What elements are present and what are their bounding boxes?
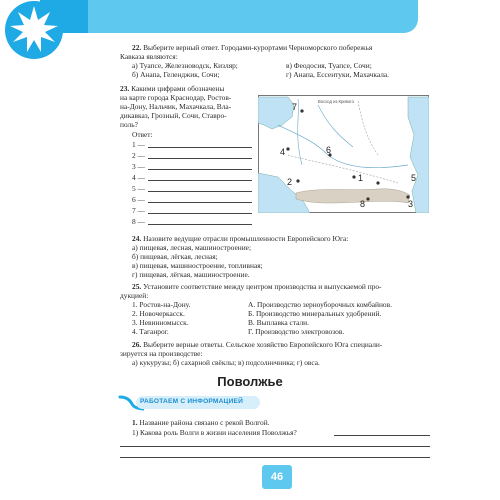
q25-right-d: Г. Производство электровозов.	[248, 327, 345, 336]
page-number: 46	[262, 465, 292, 489]
map-label-3: 3	[408, 199, 414, 209]
q22-text	[132, 43, 372, 52]
q25-right-c: В. Выплавка стали.	[248, 318, 309, 327]
q22-option-b: б) Анапа, Геленджик, Сочи;	[132, 70, 220, 79]
q23-answer-label: Ответ:	[132, 130, 153, 139]
map-label-8: 8	[360, 199, 366, 209]
q26-text2: зируется на производстве:	[120, 349, 203, 358]
q1-answer-line-2[interactable]	[120, 446, 430, 447]
answer-3-label: 3 —	[132, 162, 145, 171]
answer-5-line[interactable]	[148, 191, 252, 192]
q24-option-a: а) пищевая, лесная, машиностроение;	[132, 243, 251, 252]
q1-answer-line-1[interactable]	[334, 435, 430, 436]
q25-text	[132, 282, 382, 291]
map-label-2: 2	[287, 177, 293, 187]
q1-text	[132, 418, 270, 427]
q24-text	[132, 234, 348, 243]
q1-subquestion: 1) Какова роль Волги в жизни населения Поволжья?	[132, 428, 297, 437]
q22-option-c: в) Феодосия, Туапсе, Сочи;	[286, 61, 372, 70]
answer-3-line[interactable]	[148, 169, 252, 170]
q26-number: 26.	[132, 340, 142, 349]
q24-number: 24.	[132, 234, 142, 243]
answer-6-label: 6 —	[132, 195, 145, 204]
q25-number: 25.	[132, 282, 142, 291]
q25-left-3: 3. Невинномысск.	[132, 318, 189, 327]
map-caption: Восход из Кривого	[318, 99, 354, 104]
answer-2-line[interactable]	[148, 158, 252, 159]
q23-line-2: на карте города Краснодар, Ростов-	[120, 93, 232, 102]
q22-number: 22.	[132, 43, 142, 52]
answer-2-label: 2 —	[132, 151, 145, 160]
answer-4-line[interactable]	[148, 180, 252, 181]
q23-line-4: дикавказ, Грозный, Сочи, Ставро-	[120, 111, 227, 120]
q22-option-a: а) Туапсе, Железноводск, Кизляр;	[132, 61, 238, 70]
banner-label: РАБОТАЕМ С ИНФОРМАЦИЕЙ	[140, 398, 244, 405]
answer-8-line[interactable]	[148, 224, 252, 225]
answer-8-label: 8 —	[132, 217, 145, 226]
info-banner	[118, 394, 270, 412]
region-map	[258, 95, 429, 213]
map-label-5: 5	[411, 173, 417, 183]
q23-line-3: на-Дону, Нальчик, Махачкала, Вла-	[120, 102, 232, 111]
map-label-1: 1	[358, 173, 364, 183]
answer-7-line[interactable]	[148, 213, 252, 214]
q24-option-c: в) пищевая, машиностроение, топливная;	[132, 261, 263, 270]
q22-option-d: г) Анапа, Ессентуки, Махачкала.	[286, 70, 390, 79]
header-band	[0, 0, 500, 40]
q26-question: Выберите верные ответы. Сельское хозяйство Европейского Юга специали-	[143, 340, 383, 349]
q25-left-4: 4. Таганрог.	[132, 327, 169, 336]
answer-1-label: 1 —	[132, 140, 145, 149]
q1-number: 1.	[132, 418, 138, 427]
q25-text2: дукцией:	[120, 291, 149, 300]
map-label-6: 6	[326, 145, 332, 155]
q1-question: Название района связано с рекой Волгой.	[139, 418, 270, 427]
q23-line-1	[120, 84, 224, 93]
q22-text2: Кавказа являются:	[120, 52, 178, 61]
header-bar	[88, 0, 418, 33]
map-label-4: 4	[280, 147, 286, 157]
q25-question: Установите соответствие между центром производства и выпускаемой про-	[143, 282, 382, 291]
q23-line-5: поль?	[120, 120, 138, 129]
answer-1-line[interactable]	[148, 147, 252, 148]
answer-4-label: 4 —	[132, 173, 145, 182]
answer-5-label: 5 —	[132, 184, 145, 193]
q23-line-1-text: Какими цифрами обозначены	[131, 84, 225, 93]
q22-question: Выберите верный ответ. Городами-курортами Черноморского побережья	[143, 43, 373, 52]
q25-left-1: 1. Ростов-на-Дону.	[132, 300, 191, 309]
q26-options: а) кукурузы; б) сахарной свёклы; в) подсолнечника; г) овса.	[132, 358, 320, 367]
q24-option-d: г) пищевая, лёгкая, машиностроение.	[132, 270, 250, 279]
q1-answer-line-3[interactable]	[120, 457, 430, 458]
section-title: Поволжье	[217, 374, 283, 389]
q26-text	[132, 340, 382, 349]
q23-number: 23.	[120, 84, 130, 93]
q24-question: Назовите ведущие отрасли промышленности Европейского Юга:	[143, 234, 349, 243]
q24-option-b: б) пищевая, лёгкая, лесная;	[132, 252, 218, 261]
answer-6-line[interactable]	[148, 202, 252, 203]
star-burst-icon	[0, 0, 72, 72]
q25-right-b: Б. Производство минеральных удобрений.	[248, 309, 382, 318]
map-label-7: 7	[292, 102, 298, 112]
q25-right-a: А. Производство зерноуборочных комбайнов.	[248, 300, 392, 309]
answer-7-label: 7 —	[132, 206, 145, 215]
q25-left-2: 2. Новочеркасск.	[132, 309, 185, 318]
